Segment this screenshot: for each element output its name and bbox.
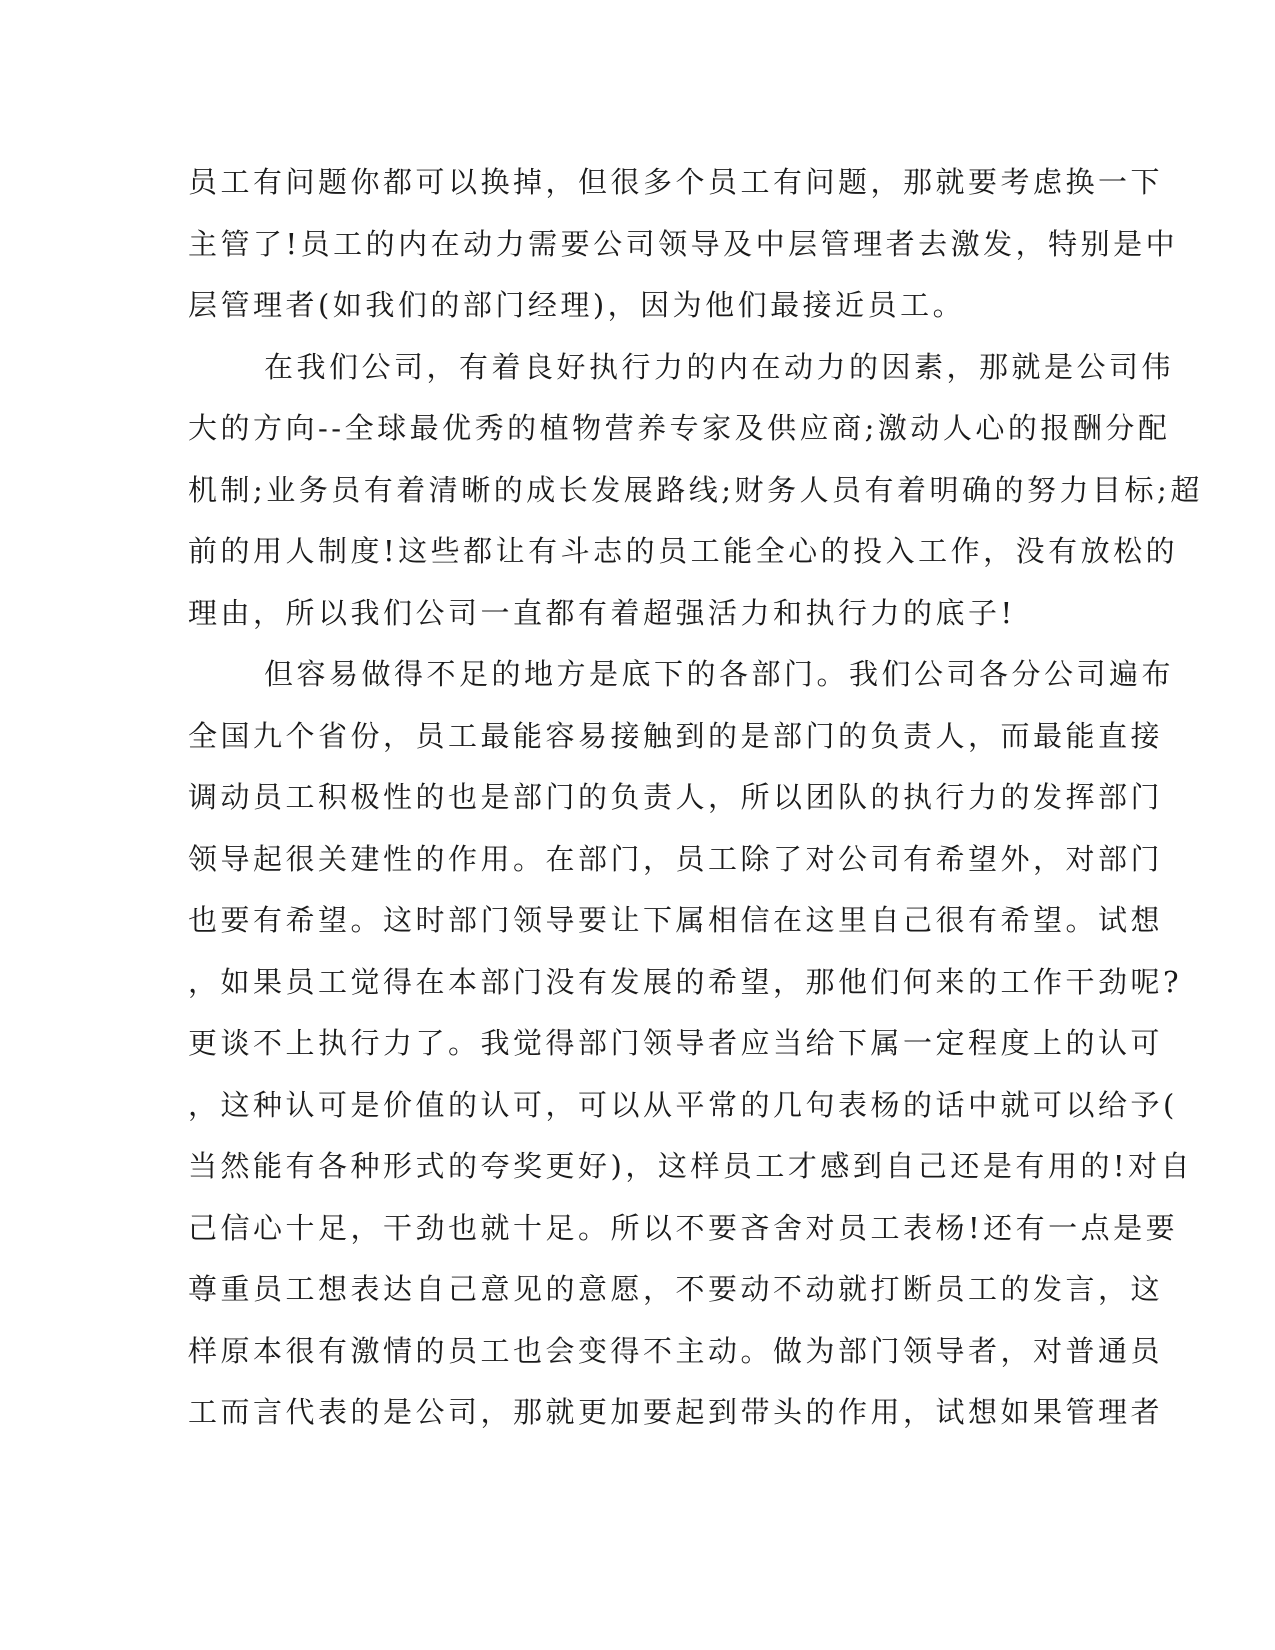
body-text: [188, 162, 1203, 1454]
text-line: 员工有问题你都可以换掉，但很多个员工有问题，那就要考虑换一下: [188, 165, 1164, 199]
text-line: 更谈不上执行力了。我觉得部门领导者应当给下属一定程度上的认可: [188, 1026, 1164, 1060]
text-line: 理由，所以我们公司一直都有着超强活力和执行力的底子!: [188, 595, 1016, 630]
text-line: ，如果员工觉得在本部门没有发展的希望，那他们何来的工作干劲呢?: [188, 964, 1183, 999]
paragraph-first-line: 在我们公司，有着良好执行力的内在动力的因素，那就是公司伟: [264, 349, 1175, 384]
text-line: 全国九个省份，员工最能容易接触到的是部门的负责人，而最能直接: [188, 718, 1164, 753]
text-line: 主管了!员工的内在动力需要公司领导及中层管理者去激发，特别是中: [188, 226, 1179, 261]
text-line: 层管理者(如我们的部门经理)，因为他们最接近员工。: [188, 288, 966, 322]
text-line: 工而言代表的是公司，那就更加要起到带头的作用，试想如果管理者: [188, 1395, 1164, 1429]
text-line: 前的用人制度!这些都让有斗志的员工能全心的投入工作，没有放松的: [188, 534, 1179, 568]
text-line: 也要有希望。这时部门领导要让下属相信在这里自己很有希望。试想: [188, 903, 1164, 937]
text-line: 机制;业务员有着清晰的成长发展路线;财务人员有着明确的努力目标;超: [188, 472, 1203, 507]
text-line: 样原本很有激情的员工也会变得不主动。做为部门领导者，对普通员: [188, 1333, 1164, 1368]
text-line: ，这种认可是价值的认可，可以从平常的几句表杨的话中就可以给予(: [188, 1087, 1178, 1122]
paragraph-first-line: 但容易做得不足的地方是底下的各部门。我们公司各分公司遍布: [264, 657, 1175, 691]
text-line: 当然能有各种形式的夸奖更好)，这样员工才感到自己还是有用的!对自: [188, 1149, 1193, 1183]
text-line: 尊重员工想表达自己意见的意愿，不要动不动就打断员工的发言，这: [188, 1272, 1164, 1306]
text-line: 领导起很关建性的作用。在部门，员工除了对公司有希望外，对部门: [188, 841, 1164, 876]
text-line: 调动员工积极性的也是部门的负责人，所以团队的执行力的发挥部门: [188, 780, 1164, 814]
text-line: 己信心十足，干劲也就十足。所以不要吝舍对员工表杨!还有一点是要: [188, 1210, 1179, 1245]
text-line: 大的方向--全球最优秀的植物营养专家及供应商;激动人心的报酬分配: [188, 411, 1171, 445]
